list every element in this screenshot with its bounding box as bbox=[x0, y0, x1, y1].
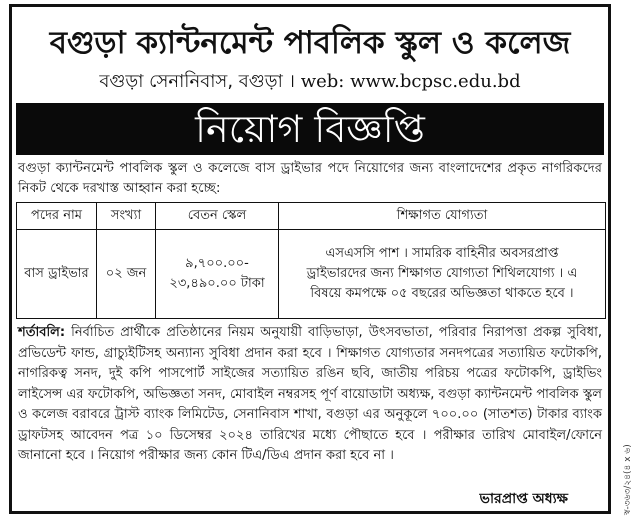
header-post: পদের নাম bbox=[17, 203, 97, 230]
address-line bbox=[12, 67, 608, 98]
address: বগুড়া সেনানিবাস, বগুড়া । bbox=[99, 71, 295, 92]
intro-text: বগুড়া ক্যান্টনমেন্ট পাবলিক স্কুল ও কলেজে বাস ড্রাইভার পদে নিয়োগের জন্য বাংলাদেশের প্রকৃত নাগরিকদের নিকট থেকে দরখাস্ত আহ্বান করা হচ্ছে: bbox=[18, 161, 602, 196]
conditions-text: নির্বাচিত প্রার্থীকে প্রতিষ্ঠানের নিয়ম অনুযায়ী বাড়িভাড়া, উৎসবভাতা, পরিবার নিরাপত্তা প্রকল্প সুবিধা, প্রভিডেন্ট ফান্ড, গ্রাচ্যুইটিসহ অন্যান্য সুবিধা প্রদান করা হবে । শিক্ষাগত যোগ্যতার সনদপত্রের সত্যায়িত ফটোকপি, নাগরিকত্ব সনদ, দুই কপি পাসপোর্ট সাইজের সত্যায়িত রঙিন ছবি, জাতীয় পরিচয় পত্রের ফটোকপি, ড্রাইভিং লাইসেন্স এর ফটোকপি, অভিজ্ঞতা সনদ, মোবাইল নম্বরসহ পূর্ণ বায়োডাটা অধ্যক্ষ, বগুড়া ক্যান্টনমেন্ট পাবলিক স্কুল ও কলেজ বরাবরে ট্রাস্ট ব্যাংক লিমিটেড, সেনানিবাস শাখা, বগুড়া এর অনুকূলে ৭০০.০০ (সাতশত) টাকার ব্যাংক ড্রাফটসহ আবেদন পত্র ১০ ডিসেম্বর ২০২৪ তারিখের মধ্যে পৌছাতে হবে । পরীক্ষার তারিখ মোবাইল/ফোনে জানানো হবে । নিয়োগ পরীক্ষার জন্য কোন টিএ/ডিএ প্রদান করা হবে না । bbox=[18, 325, 602, 463]
notice-banner: নিয়োগ বিজ্ঞপ্তি bbox=[16, 103, 604, 155]
conditions bbox=[18, 323, 602, 467]
header-count: সংখ্যা bbox=[97, 203, 156, 230]
advertisement-frame bbox=[9, 4, 611, 514]
cell-salary: ৯,৭০০.০০- ২৩,৪৯০.০০ টাকা bbox=[156, 230, 279, 319]
table-header-row bbox=[17, 203, 606, 230]
ad-code: স্ব-৩৬৩/২৪(৪ x ৬) bbox=[623, 444, 633, 515]
signature: ভারপ্রাপ্ত অধ্যক্ষ bbox=[479, 491, 568, 507]
header-salary: বেতন স্কেল bbox=[156, 203, 279, 230]
vacancy-table bbox=[16, 202, 606, 319]
table-row bbox=[17, 230, 606, 319]
conditions-label: শর্তাবলি: bbox=[18, 325, 66, 340]
cell-qualification: এসএসসি পাশ । সামরিক বাহিনীর অবসরপ্রাপ্ত ড্রাইভারদের জন্য শিক্ষাগত যোগ্যতা শিথিলযোগ্য । এ বিষয়ে কমপক্ষে ০৫ বছরের অভিজ্ঞতা থাকতে হবে । bbox=[279, 230, 606, 319]
header-qualification: শিক্ষাগত যোগ্যতা bbox=[279, 203, 606, 230]
institution-title: বগুড়া ক্যান্টনমেন্ট পাবলিক স্কুল ও কলেজ bbox=[49, 25, 571, 61]
cell-post: বাস ড্রাইভার bbox=[17, 230, 97, 319]
website: web: www.bcpsc.edu.bd bbox=[300, 71, 521, 92]
cell-count: ০২ জন bbox=[97, 230, 156, 319]
